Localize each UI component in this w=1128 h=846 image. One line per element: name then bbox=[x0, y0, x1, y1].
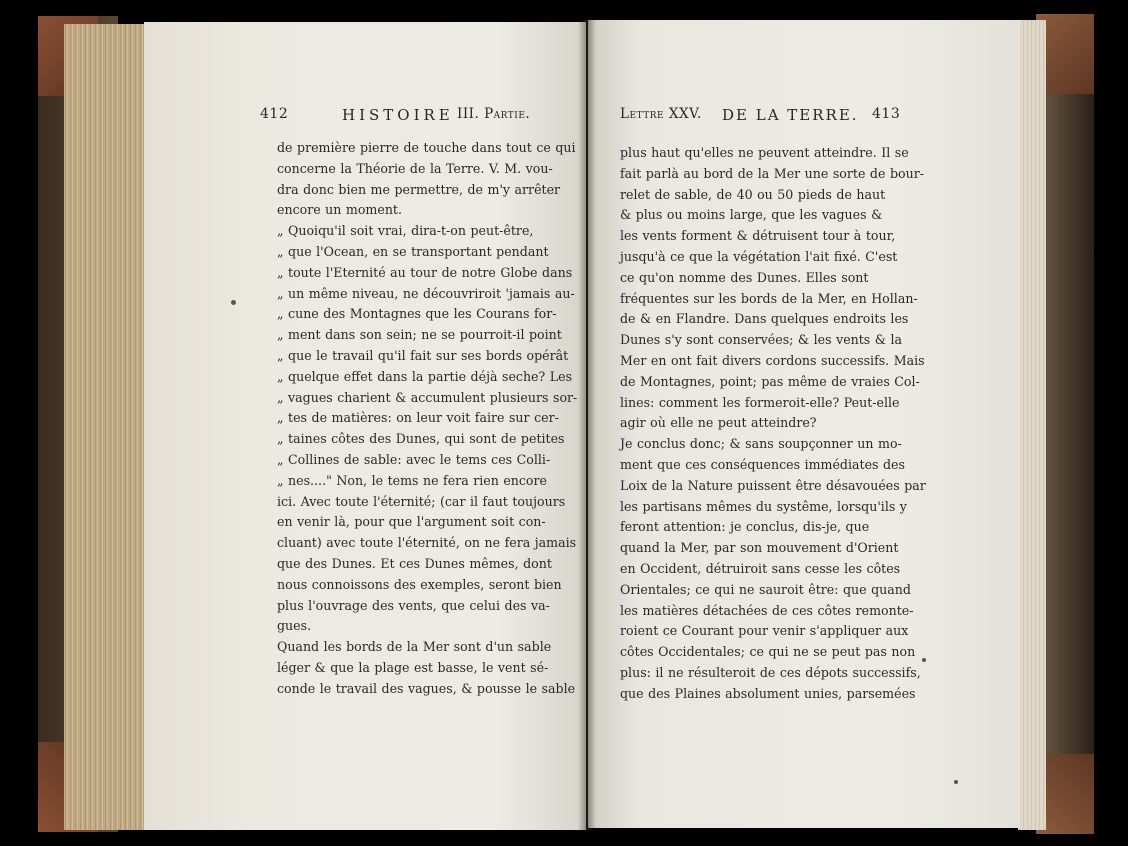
text-line: que des Dunes. Et ces Dunes mêmes, dont bbox=[277, 555, 552, 571]
text-line: concerne la Théorie de la Terre. V. M. vou- bbox=[277, 160, 553, 176]
text-line: les vents forment & détruisent tour à tour, bbox=[620, 228, 896, 244]
left-page-number: 412 bbox=[260, 106, 289, 122]
text-line: feront attention: je conclus, dis-je, que bbox=[620, 519, 870, 535]
text-line: jusqu'à ce que la végétation l'ait fixé. C'est bbox=[620, 248, 898, 264]
text-line: encore un moment. bbox=[277, 202, 402, 218]
text-line: ce qu'on nomme des Dunes. Elles sont bbox=[620, 269, 869, 285]
text-line: „ cune des Montagnes que les Courans for- bbox=[277, 306, 557, 322]
text-line: ment que ces conséquences immédiates des bbox=[620, 456, 905, 472]
left-page-section: III. Partie. bbox=[457, 106, 531, 122]
text-line: fréquentes sur les bords de la Mer, en Hollan- bbox=[620, 290, 918, 306]
text-line: que des Plaines absolument unies, parsemées bbox=[620, 685, 916, 701]
text-line: „ que l'Ocean, en se transportant pendant bbox=[277, 243, 549, 259]
right-page-section: Lettre XXV. bbox=[620, 106, 702, 122]
text-line: de Montagnes, point; pas même de vraies Col- bbox=[620, 373, 920, 389]
text-line: „ Collines de sable: avec le tems ces Colli- bbox=[277, 451, 551, 467]
text-line: gues. bbox=[277, 618, 312, 634]
left-page-edges bbox=[64, 24, 148, 830]
text-line: conde le travail des vagues, & pousse le sable bbox=[277, 680, 576, 696]
text-line: plus haut qu'elles ne peuvent atteindre. Il se bbox=[620, 145, 909, 160]
text-line: plus: il ne résulteroit de ces dépots successifs, bbox=[620, 664, 921, 680]
right-page-text bbox=[620, 143, 926, 705]
text-line: „ un même niveau, ne découvriroit 'jamais au- bbox=[277, 285, 575, 301]
text-line: fait parlà au bord de la Mer une sorte de bour- bbox=[620, 165, 924, 181]
text-line: „ toute l'Eternité au tour de notre Globe dans bbox=[277, 264, 573, 280]
paper-speck bbox=[231, 300, 236, 305]
text-line: „ que le travail qu'il fait sur ses bords opérât bbox=[277, 347, 569, 363]
text-line: quand la Mer, par son mouvement d'Orient bbox=[620, 540, 899, 556]
text-line: léger & que la plage est basse, le vent sé- bbox=[277, 659, 549, 675]
text-line: côtes Occidentales; ce qui ne se peut pas non bbox=[620, 644, 916, 660]
text-line: Mer en ont fait divers cordons successifs. Mais bbox=[620, 352, 925, 368]
text-line: agir où elle ne peut atteindre? bbox=[620, 415, 817, 431]
text-line: „ vagues charient & accumulent plusieurs sor- bbox=[277, 389, 578, 405]
text-line: plus l'ouvrage des vents, que celui des va- bbox=[277, 597, 550, 613]
right-page-edges bbox=[1018, 20, 1046, 830]
paper-speck bbox=[922, 658, 926, 662]
paper-speck bbox=[954, 780, 958, 784]
left-page-running-title: HISTOIRE bbox=[342, 106, 454, 124]
text-line: „ Quoiqu'il soit vrai, dira-t-on peut-être, bbox=[277, 223, 534, 239]
text-line: ici. Avec toute l'éternité; (car il faut toujours bbox=[277, 493, 566, 509]
text-line: „ nes...." Non, le tems ne fera rien encore bbox=[277, 472, 547, 488]
text-line: les partisans mêmes du systême, lorsqu'ils y bbox=[620, 498, 907, 514]
text-line: de première pierre de touche dans tout ce qui bbox=[277, 140, 576, 155]
left-page-text bbox=[277, 138, 578, 700]
right-page-running-title: DE LA TERRE. bbox=[722, 106, 859, 124]
text-line: & plus ou moins large, que les vagues & bbox=[620, 207, 883, 223]
text-line: Je conclus donc; & sans soupçonner un mo- bbox=[620, 436, 902, 452]
text-line: Dunes s'y sont conservées; & les vents & la bbox=[620, 332, 903, 348]
text-line: Quand les bords de la Mer sont d'un sable bbox=[277, 639, 552, 655]
text-line: cluant) avec toute l'éternité, on ne fera jamais bbox=[277, 535, 577, 551]
text-line: „ tes de matières: on leur voit faire sur cer- bbox=[277, 410, 559, 426]
text-line: „ quelque effet dans la partie déjà seche? Les bbox=[277, 368, 573, 384]
book-gutter bbox=[578, 20, 596, 830]
text-line: „ taines côtes des Dunes, qui sont de petites bbox=[277, 431, 565, 447]
text-line: en Occident, détruiroit sans cesse les côtes bbox=[620, 560, 901, 576]
right-page-number: 413 bbox=[872, 106, 901, 122]
text-line: „ ment dans son sein; ne se pourroit-il point bbox=[277, 327, 562, 343]
text-line: dra donc bien me permettre, de m'y arrêter bbox=[277, 181, 561, 197]
text-line: de & en Flandre. Dans quelques endroits les bbox=[620, 311, 909, 327]
right-page-header bbox=[620, 106, 910, 130]
text-line: Loix de la Nature puissent être désavouées par bbox=[620, 477, 926, 493]
text-line: en venir là, pour que l'argument soit con- bbox=[277, 514, 546, 530]
text-line: les matières détachées de ces côtes remonte- bbox=[620, 602, 914, 618]
text-line: roient ce Courant pour venir s'appliquer aux bbox=[620, 623, 909, 639]
text-line: lines: comment les formeroit-elle? Peut-elle bbox=[620, 394, 900, 410]
text-line: relet de sable, de 40 ou 50 pieds de haut bbox=[620, 186, 886, 202]
text-line: Orientales; ce qui ne sauroit être: que quand bbox=[620, 581, 911, 597]
text-line: nous connoissons des exemples, seront bien bbox=[277, 576, 562, 592]
left-page-header bbox=[260, 106, 560, 130]
